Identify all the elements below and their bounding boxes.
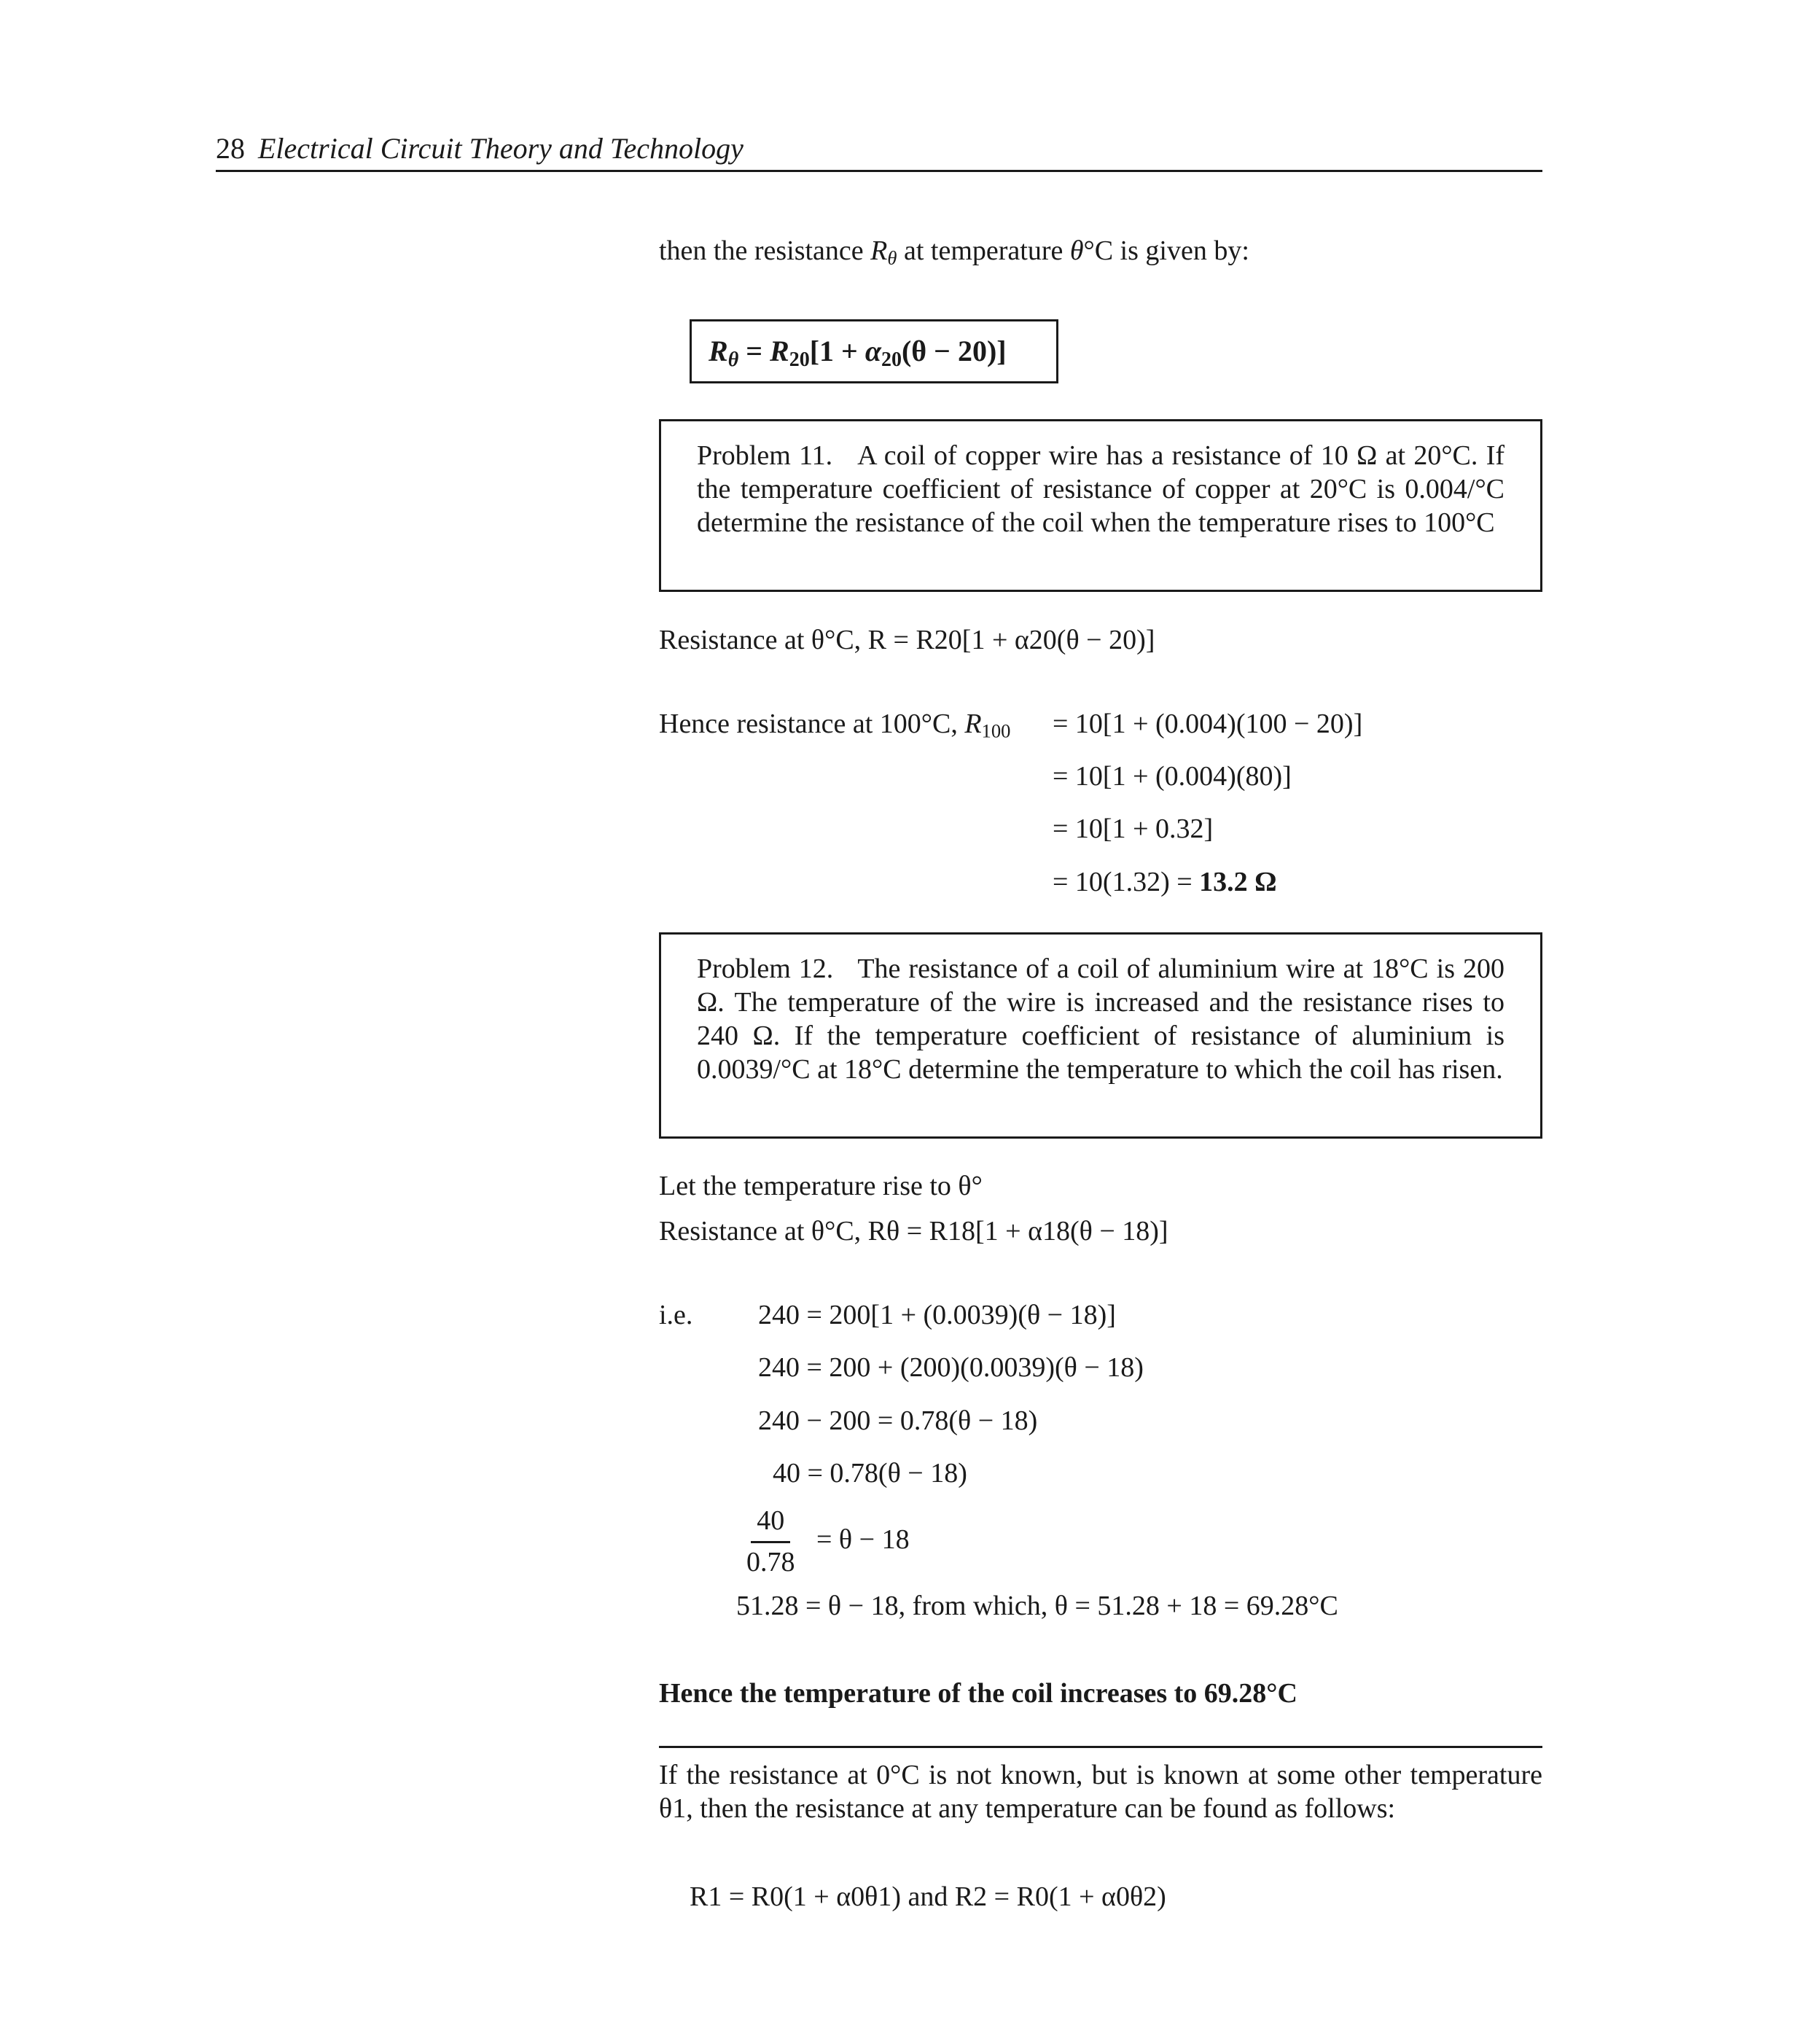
solution-12-final-step: 51.28 = θ − 18, from which, θ = 51.28 + 18 = 69.28°C xyxy=(736,1591,1338,1621)
problem-11-text xyxy=(697,439,1504,539)
intro-text xyxy=(659,235,1249,268)
ie-label: i.e. xyxy=(659,1300,693,1330)
solution-12-step-2: 240 = 200 + (200)(0.0039)(θ − 18) xyxy=(758,1352,1144,1383)
problem-12-label: Problem 12. xyxy=(697,953,834,984)
step-4-text: = 10(1.32) = xyxy=(1053,867,1200,897)
solution-11-step-1: = 10[1 + (0.004)(100 − 20)] xyxy=(1053,709,1363,739)
formula-close: (θ − 20)] xyxy=(901,335,1007,367)
hence-r-sub: 100 xyxy=(981,719,1011,742)
solution-12-step-1: 240 = 200[1 + (0.0039)(θ − 18)] xyxy=(758,1300,1116,1330)
solution-11-step-2: = 10[1 + (0.004)(80)] xyxy=(1053,761,1292,792)
running-header xyxy=(216,131,744,166)
solution-11-line1: Resistance at θ°C, R = R20[1 + α20(θ − 20)] xyxy=(659,625,1155,655)
intro-pre: then the resistance xyxy=(659,235,871,266)
intro-mid: at temperature xyxy=(897,235,1070,266)
solution-12-fraction-step xyxy=(741,1505,910,1579)
problem-12-text xyxy=(697,952,1504,1086)
problem-12-body: The resistance of a coil of aluminium wire at 18°C is 200 Ω. The temperature of the wire is increased and the resistance rises to 240 Ω. If the temperature coefficient of resistance of aluminium is 0.0039/°C at 18°C determine the temperature to which the coil has risen. xyxy=(697,953,1505,1085)
book-title: Electrical Circuit Theory and Technology xyxy=(258,132,744,165)
formula-lhs: R xyxy=(709,335,728,367)
intro-post: °C is given by: xyxy=(1083,235,1249,266)
problem-11-label: Problem 11. xyxy=(697,440,833,471)
fraction-rhs: = θ − 18 xyxy=(816,1524,910,1555)
solution-12-step-3: 240 − 200 = 0.78(θ − 18) xyxy=(758,1405,1038,1436)
page-number: 28 xyxy=(216,132,245,165)
problem-11-body: A coil of copper wire has a resistance of 10 Ω at 20°C. If the temperature coefficient of resistance of copper at 20°C is 0.004/°C determine the resistance of the coil when the temperature rises to 100°C xyxy=(697,440,1505,538)
formula-r20: R xyxy=(770,335,789,367)
solution-11-answer: 13.2 Ω xyxy=(1199,867,1277,897)
solution-12-conclusion: Hence the temperature of the coil increases to 69.28°C xyxy=(659,1678,1297,1709)
section-rule xyxy=(659,1746,1542,1748)
closing-text: If the resistance at 0°C is not known, but is known at some other temperature θ1, then the resistance at any temperature can be found as follows: xyxy=(659,1760,1542,1824)
solution-12-step-4: 40 = 0.78(θ − 18) xyxy=(773,1458,967,1489)
solution-11-hence xyxy=(659,708,1010,741)
solution-11-step-4 xyxy=(1053,866,1277,900)
hence-r: R xyxy=(964,709,982,739)
formula-r20-sub: 20 xyxy=(789,348,810,371)
formula-lhs-sub: θ xyxy=(727,348,739,371)
r-theta: $R_\theta$ xyxy=(870,235,897,269)
solution-12-resistance: Resistance at θ°C, Rθ = R18[1 + α18(θ − 18)] xyxy=(659,1216,1168,1247)
fraction-denominator: 0.78 xyxy=(746,1546,795,1577)
theta-symbol: θ xyxy=(1069,235,1084,266)
formula-alpha-sub: 20 xyxy=(881,348,902,371)
formula-alpha: α xyxy=(865,335,881,367)
header-rule xyxy=(216,170,1542,172)
solution-11-step-3: = 10[1 + 0.32] xyxy=(1053,814,1214,844)
fraction-numerator: 40 xyxy=(751,1505,790,1543)
formula-open: [1 + xyxy=(809,335,865,367)
hence-label: Hence resistance at 100°C, xyxy=(659,709,965,739)
solution-12-let: Let the temperature rise to θ° xyxy=(659,1171,983,1201)
closing-formula: R1 = R0(1 + α0θ1) and R2 = R0(1 + α0θ2) xyxy=(690,1881,1166,1912)
key-formula: $R_\theta = R_{20}[1 + \alpha_{20}(\theta - 20)]$ xyxy=(709,335,1007,371)
fraction xyxy=(741,1505,801,1579)
